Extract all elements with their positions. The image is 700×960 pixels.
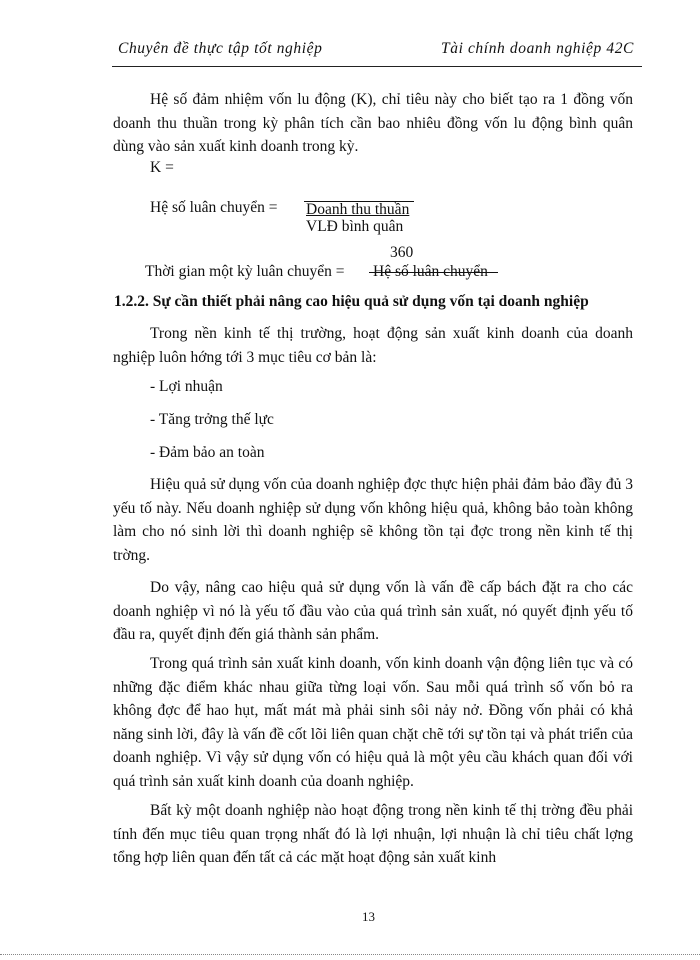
k-formula-label: K =	[150, 159, 174, 176]
paragraph-urgency: Do vậy, nâng cao hiệu quả sử dụng vốn là vấn đề cấp bách đặt ra cho các doanh nghiệp vì nó là yếu tố đầu vào của quá trình sản xuất, nó quyết định yếu tố đầu ra, quyết định đến giá thành sản phẩm.	[113, 579, 633, 643]
header-right-title: Tài chính doanh nghiệp 42C	[441, 40, 634, 57]
cycle-numerator: 360	[390, 244, 414, 261]
cycle-formula-label: Thời gian một kỳ luân chuyển =	[145, 263, 345, 280]
bullet-growth: - Tăng trởng thế lực	[150, 411, 274, 428]
cycle-fraction-bar	[369, 272, 498, 273]
header-left-title: Chuyên đề thực tập tốt nghiệp	[118, 40, 323, 57]
turnover-formula-label: Hệ số luân chuyển =	[150, 199, 278, 216]
bullet-profit: - Lợi nhuận	[150, 378, 223, 395]
paragraph-intro: Trong nền kinh tế thị trường, hoạt động sản xuất kinh doanh của doanh nghiệp luôn hớng tới 3 mục tiêu cơ bản là:	[113, 325, 633, 366]
section-heading: 1.2.2. Sự cần thiết phải nâng cao hiệu quả sử dụng vốn tại doanh nghiệp	[114, 293, 589, 310]
footer-dotted-line	[0, 954, 700, 955]
paragraph-k-definition: Hệ số đảm nhiệm vốn lu động (K), chỉ tiêu này cho biết tạo ra 1 đồng vốn doanh thu thuần trong kỳ phân tích cần bao nhiêu đồng vốn lu động bình quân dùng vào sản xuất kinh doanh trong kỳ.	[113, 91, 633, 155]
header-rule	[112, 66, 642, 67]
paragraph-profit-goal: Bất kỳ một doanh nghiệp nào hoạt động trong nền kinh tế thị trờng đều phải tính đến mục tiêu quan trọng nhất đó là lợi nhuận, lợi nhuận là chỉ tiêu chất lợng tổng hợp liên quan đến tất cả các mặt hoạt động sản xuất kinh	[113, 802, 633, 866]
bullet-safety: - Đảm bảo an toàn	[150, 444, 265, 461]
cycle-denominator: Hệ số luân chuyển	[373, 263, 488, 280]
turnover-denominator: VLĐ bình quân	[306, 218, 404, 235]
paragraph-process: Trong quá trình sản xuất kinh doanh, vốn kinh doanh vận động liên tục và có những đặc điểm khác nhau giữa từng loại vốn. Sau mỗi quá trình số vốn bỏ ra không đợc để hao hụt, mất mát mà phải sinh sôi nảy nở. Đồng vốn phải có khả năng sinh lời, đây là vấn đề cốt lõi liên quan chặt chẽ tới sự tồn tại và phát triển của doanh nghiệp. Vì vậy sử dụng vốn có hiệu quả là một yêu cầu khách quan đối với quá trình sản xuất kinh doanh của doanh nghiệp.	[113, 655, 633, 790]
paragraph-efficiency: Hiệu quả sử dụng vốn của doanh nghiệp đợc thực hiện phải đảm bảo đầy đủ 3 yếu tố này. Nếu doanh nghiệp sử dụng vốn không hiệu quả, không bảo toàn không làm cho nó sinh lời thì doanh nghiệp sẽ không tồn tại đợc trong nền kinh tế thị trờng.	[113, 476, 633, 564]
turnover-numerator: Doanh thu thuần	[306, 201, 410, 218]
page-number: 13	[362, 909, 375, 924]
